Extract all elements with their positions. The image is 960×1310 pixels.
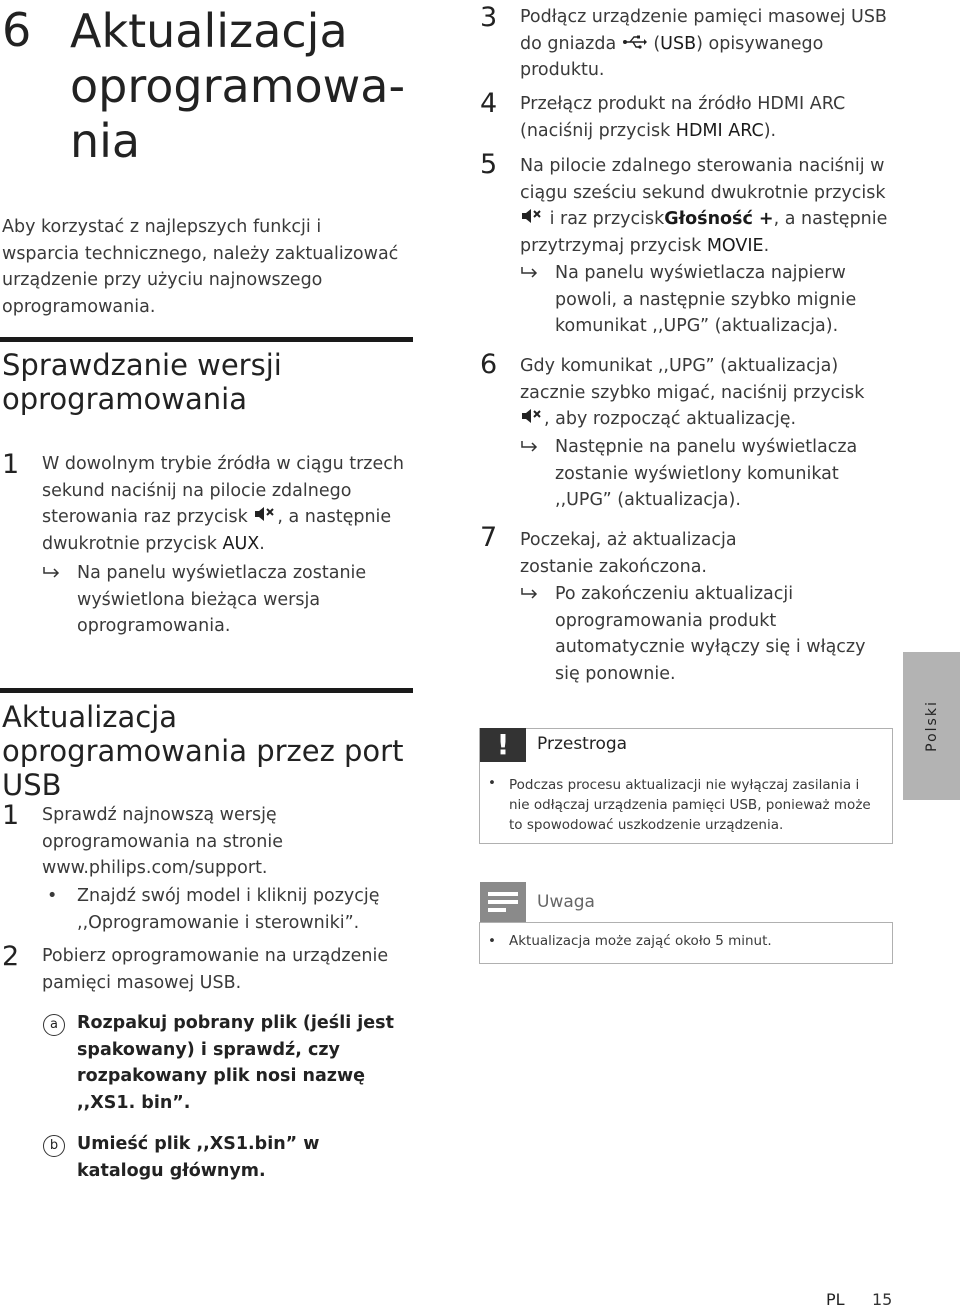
volume-key-label: Głośność + bbox=[664, 209, 774, 229]
step-text-part: ( bbox=[653, 33, 661, 54]
language-side-tab-label: Polski bbox=[923, 700, 940, 752]
result-arrow-icon bbox=[520, 440, 540, 458]
note-text: Aktualizacja może zająć około 5 minut. bbox=[509, 933, 772, 949]
step-number: 4 bbox=[480, 88, 498, 119]
section-title-usb-update: Aktualizacja oprogramowania przez port USB bbox=[2, 700, 404, 802]
step-number: 5 bbox=[480, 149, 498, 180]
step-text bbox=[520, 153, 890, 259]
warning-icon: ! bbox=[480, 728, 526, 762]
step-text-part: ). bbox=[763, 120, 777, 141]
step-text-part: . bbox=[763, 235, 770, 256]
language-side-tab bbox=[903, 652, 960, 800]
aux-key-label: AUX bbox=[222, 533, 260, 554]
caution-text: Podczas procesu aktualizacji nie wyłączaj zasilania i nie odłączaj urządzenia pamięci USB, ponieważ może to spowodować uszkodzenie urządzenia. bbox=[509, 777, 871, 833]
section-divider bbox=[0, 337, 413, 342]
bullet-dot: • bbox=[488, 933, 496, 949]
bullet-dot: • bbox=[488, 775, 496, 791]
sub-marker: b bbox=[43, 1134, 65, 1157]
hdmi-arc-key-label: HDMI ARC bbox=[675, 120, 764, 141]
step-text-part: , a następnie dwukrotnie przycisk bbox=[42, 507, 392, 554]
section-title-check-version: Sprawdzanie wersji oprogramowania bbox=[2, 348, 282, 416]
page-number: 15 bbox=[872, 1290, 893, 1309]
step-text-part: Podłącz urządzenie pamięci masowej USB do gniazda bbox=[520, 7, 887, 54]
step-number: 1 bbox=[2, 800, 20, 831]
note-icon bbox=[480, 882, 526, 922]
step-number: 3 bbox=[480, 2, 498, 33]
step-text bbox=[42, 451, 407, 557]
sub-step-text: Umieść plik ,,XS1.bin” w katalogu głównym. bbox=[77, 1134, 320, 1181]
step-text bbox=[520, 91, 890, 144]
intro-paragraph: Aby korzystać z najlepszych funkcji i wsparcia technicznego, należy zaktualizować urządzenie przy użyciu najnowszego oprogramowania. bbox=[2, 217, 399, 317]
step-number: 2 bbox=[2, 941, 20, 972]
result-arrow-icon bbox=[520, 266, 540, 284]
step-text-part: , a następnie przytrzymaj przycisk bbox=[520, 209, 888, 256]
step-result: Po zakończeniu aktualizacji oprogramowania produkt automatycznie wyłączy się i włączy się ponownie. bbox=[555, 584, 866, 684]
step-text-part: . bbox=[259, 533, 265, 554]
bullet-dot: • bbox=[47, 886, 58, 906]
step-number: 1 bbox=[2, 449, 20, 480]
mute-icon bbox=[253, 507, 277, 527]
step-number: 7 bbox=[480, 522, 498, 553]
result-arrow-icon bbox=[520, 587, 540, 605]
sub-marker: a bbox=[43, 1013, 65, 1036]
step-text-part: Na pilocie zdalnego sterowania naciśnij w ciągu sześciu sekund dwukrotnie przycisk bbox=[520, 156, 886, 203]
step-text-part: i raz przycisk bbox=[549, 209, 665, 229]
step-number: 6 bbox=[480, 349, 498, 380]
mute-icon bbox=[520, 209, 544, 229]
step-text bbox=[520, 353, 890, 433]
mute-icon bbox=[520, 409, 544, 429]
step-text-part: Przełącz produkt na źródło HDMI ARC (naciśnij przycisk bbox=[520, 94, 846, 141]
step-result: Następnie na panelu wyświetlacza zostanie wyświetlony komunikat ,,UPG” (aktualizacja). bbox=[555, 437, 858, 510]
bullet-text: Znajdź swój model i kliknij pozycję ,,Oprogramowanie i sterowniki”. bbox=[77, 886, 380, 933]
step-text: Pobierz oprogramowanie na urządzenie pamięci masowej USB. bbox=[42, 946, 389, 993]
note-title: Uwaga bbox=[537, 892, 595, 912]
usb-key-label: USB bbox=[660, 33, 697, 54]
movie-key-label: MOVIE bbox=[706, 235, 764, 256]
chapter-number: 6 bbox=[2, 3, 32, 57]
chapter-title: Aktualizacja oprogramowa-nia bbox=[70, 4, 406, 168]
step-text-part: Gdy komunikat ,,UPG” (aktualizacja) zacznie szybko migać, naciśnij przycisk bbox=[520, 356, 865, 403]
step-text-part: W dowolnym trybie źródła w ciągu trzech sekund naciśnij na pilocie zdalnego sterowania raz przycisk bbox=[42, 454, 404, 527]
step-text bbox=[520, 4, 890, 84]
result-arrow-icon bbox=[42, 566, 62, 584]
step-text: Poczekaj, aż aktualizacja zostanie zakończona. bbox=[520, 530, 737, 577]
usb-icon bbox=[622, 34, 648, 54]
step-text: Sprawdź najnowszą wersję oprogramowania na stronie www.philips.com/support. bbox=[42, 805, 283, 878]
sub-step-text: Rozpakuj pobrany plik (jeśli jest spakowany) i sprawdź, czy rozpakowany plik nosi nazwę ,,XS1. bin”. bbox=[77, 1013, 394, 1113]
step-result: Na panelu wyświetlacza zostanie wyświetlona bieżąca wersja oprogramowania. bbox=[77, 563, 367, 636]
caution-title: Przestroga bbox=[537, 734, 628, 754]
section-divider bbox=[0, 688, 413, 693]
footer-language: PL bbox=[826, 1290, 845, 1309]
step-text-part: , aby rozpocząć aktualizację. bbox=[544, 409, 797, 429]
step-result: Na panelu wyświetlacza najpierw powoli, a następnie szybko mignie komunikat ,,UPG” (aktualizacja). bbox=[555, 263, 857, 336]
step-text-part: ) opisywanego produktu. bbox=[520, 33, 824, 80]
